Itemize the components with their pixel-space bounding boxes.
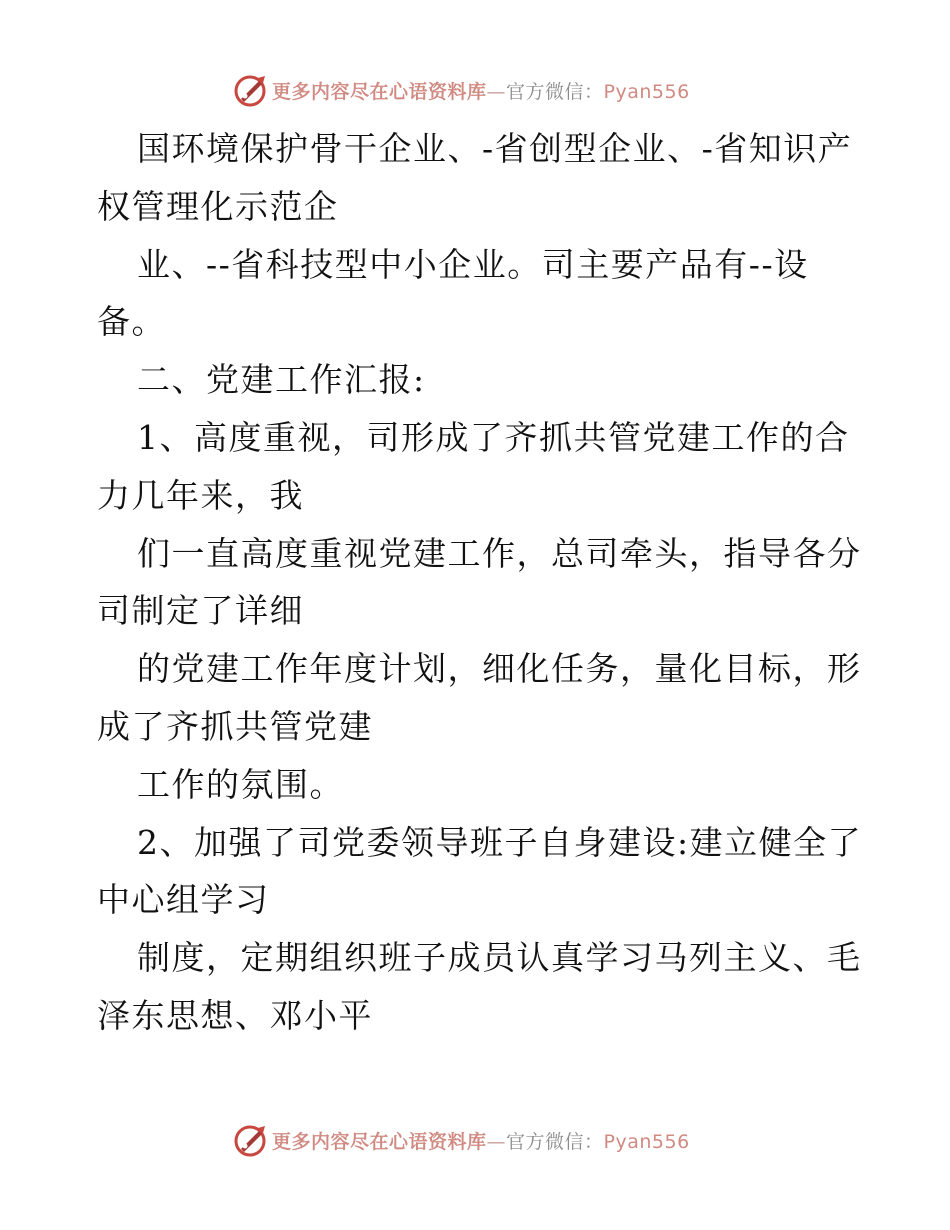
banner-official-label: 官方微信： bbox=[506, 80, 604, 103]
quill-logo-icon bbox=[232, 72, 268, 108]
banner-wechat-id: Pyan556 bbox=[603, 80, 690, 103]
text-line: 工作的氛围。 bbox=[137, 764, 344, 804]
text-line: 备。 bbox=[97, 302, 166, 342]
text-line: 业、--省科技型中小企业。司主要产品有--设 bbox=[137, 244, 809, 284]
text-line: 成了齐抓共管党建 bbox=[97, 706, 373, 746]
text-line: 司制定了详细 bbox=[97, 591, 304, 631]
banner-wechat-id: Pyan556 bbox=[603, 1130, 690, 1153]
text-line: 2、加强了司党委领导班子自身建设:建立健全了 bbox=[137, 822, 863, 862]
text-line: 国环境保护骨干企业、-省创型企业、-省知识产 bbox=[137, 129, 853, 168]
quill-logo-icon bbox=[232, 1122, 268, 1158]
banner-brand: 更多内容尽在心语资料库 bbox=[272, 1130, 487, 1153]
text-line: 二、党建工作汇报: bbox=[137, 360, 426, 400]
banner-brand: 更多内容尽在心语资料库 bbox=[272, 80, 487, 103]
banner-separator: — bbox=[486, 1130, 507, 1153]
text-line: 制度，定期组织班子成员认真学习马列主义、毛 bbox=[137, 938, 862, 978]
text-line: 们一直高度重视党建工作，总司牵头，指导各分 bbox=[137, 533, 862, 573]
text-line: 泽东思想、邓小平 bbox=[97, 995, 373, 1035]
text-line: 中心组学习 bbox=[97, 880, 270, 920]
banner-separator: — bbox=[486, 80, 507, 103]
banner-official-label: 官方微信： bbox=[506, 1130, 604, 1153]
text-line: 1、高度重视，司形成了齐抓共管党建工作的合 bbox=[137, 417, 850, 457]
document-body bbox=[97, 120, 863, 1045]
text-line: 力几年来，我 bbox=[97, 475, 304, 515]
header-banner bbox=[232, 70, 722, 110]
text-line: 权管理化示范企 bbox=[97, 186, 339, 226]
footer-banner bbox=[232, 1120, 722, 1160]
text-line: 的党建工作年度计划，细化任务，量化目标，形 bbox=[137, 649, 862, 689]
